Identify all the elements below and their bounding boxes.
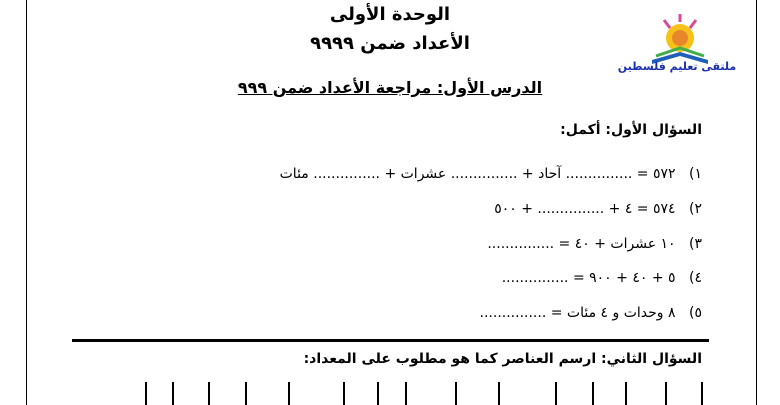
item-number: ٥) — [689, 305, 702, 321]
question1-item — [502, 270, 702, 286]
unit-title: الوحدة الأولى — [329, 4, 451, 25]
item-text: ٥٧٤ = ٤ + ............... + ٥٠٠ — [494, 201, 676, 217]
abacus-rod — [555, 382, 557, 405]
abacus-rod — [405, 382, 407, 405]
item-number: ٣) — [689, 236, 702, 252]
abacus-rods — [145, 382, 705, 405]
question1-item — [280, 166, 702, 182]
abacus-rod — [288, 382, 290, 405]
abacus-rod — [665, 382, 667, 405]
abacus-rod — [498, 382, 500, 405]
item-text: ٥ + ٤٠ + ٩٠٠ = ............... — [501, 270, 676, 286]
abacus-rod — [343, 382, 345, 405]
abacus-rod — [208, 382, 210, 405]
question1-item — [487, 236, 702, 252]
section-divider — [72, 339, 709, 342]
item-number: ١) — [689, 166, 702, 182]
item-text: ٥٧٢ = ............... آحاد + ............... عشرات + ............... مئات — [279, 166, 676, 182]
item-text: ٨ وحدات و ٤ مئات = ............... — [479, 305, 676, 321]
abacus-rod — [172, 382, 174, 405]
abacus-rod — [701, 382, 703, 405]
logo-text: ملتقى تعليم فلسطين — [617, 60, 737, 73]
abacus-rod — [245, 382, 247, 405]
abacus-rod — [455, 382, 457, 405]
lesson-title-text: الدرس الأول: مراجعة الأعداد ضمن ٩٩٩ — [237, 78, 543, 97]
question1-item — [494, 201, 702, 217]
abacus-rod — [377, 382, 379, 405]
abacus-rod — [592, 382, 594, 405]
question1-title: السؤال الأول: أكمل: — [560, 122, 702, 138]
range-title: الأعداد ضمن ٩٩٩٩ — [310, 33, 470, 54]
item-number: ٢) — [689, 201, 702, 217]
lesson-title — [0, 78, 780, 97]
question2-title: السؤال الثاني: ارسم العناصر كما هو مطلوب على المعداد: — [303, 351, 702, 367]
abacus-rod — [145, 382, 147, 405]
item-number: ٤) — [689, 270, 702, 286]
abacus-rod — [625, 382, 627, 405]
item-text: ١٠ عشرات + ٤٠ = ............... — [487, 236, 676, 252]
question1-item — [480, 305, 702, 321]
